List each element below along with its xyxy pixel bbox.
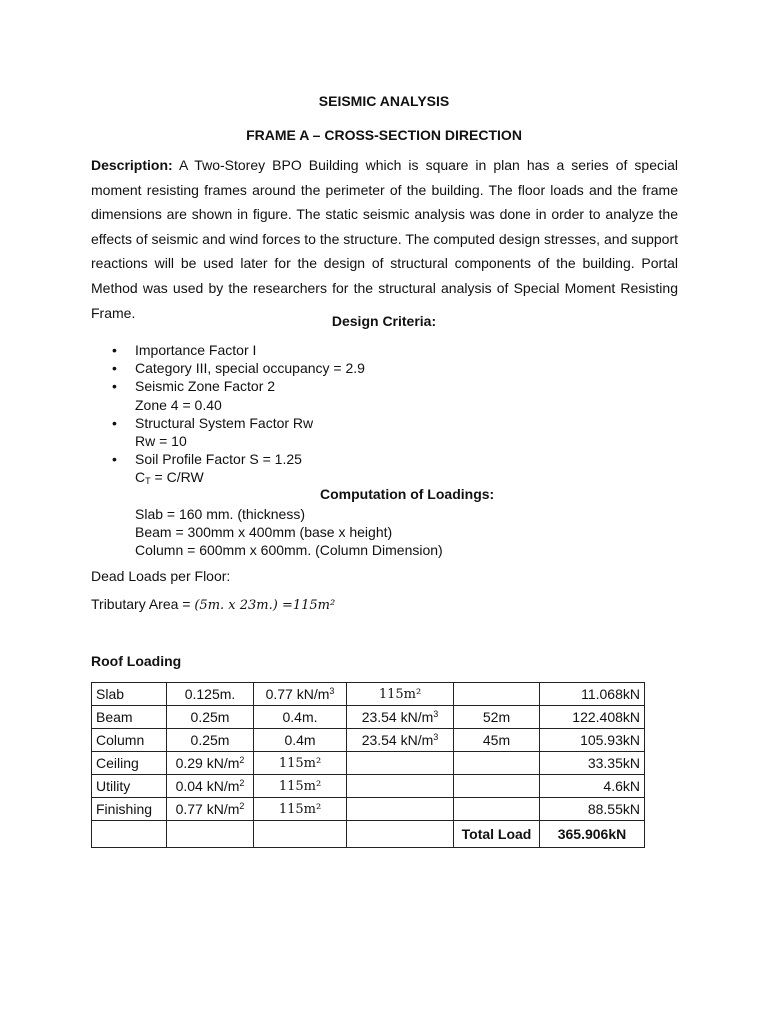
- design-criteria-list: [110, 341, 650, 491]
- table-row: Utility 0.04 $kN/m^2$ 115m² 4.6kN: [92, 775, 645, 798]
- roof-loading-heading: Roof Loading: [91, 653, 182, 669]
- dimension-line: Beam = 300mm x 400mm (base x height): [135, 524, 393, 541]
- computation-heading: Computation of Loadings:: [320, 486, 495, 502]
- tributary-area: [91, 596, 335, 613]
- description-label: Description:: [91, 157, 173, 173]
- total-load-label: Total Load: [454, 821, 540, 848]
- bullet-icon: •: [112, 451, 117, 468]
- criteria-sub-line: Rw = 10: [135, 433, 187, 450]
- criteria-sub-line: Zone 4 = 0.40: [135, 396, 222, 413]
- description-paragraph: [91, 153, 678, 325]
- bullet-icon: •: [112, 342, 117, 358]
- description-text: A Two-Storey BPO Building which is square in plan has a series of special moment resisting frames around the perimeter of the building. The floor loads and the frame dimensions are shown in figure. The static seismic analysis was done in order to analyze the effects of seismic and wind forces to the structure. The computed design stresses, and support reactions will be used later for the design of structural components of the building. Portal Method was used by the researchers for the structural analysis of Special Moment Resisting Frame.: [91, 157, 678, 321]
- list-item: [110, 414, 650, 432]
- bullet-icon: •: [112, 378, 117, 395]
- ct-line: $C_T = C/RW$: [135, 469, 204, 487]
- tributary-label: Tributary Area =: [91, 596, 195, 612]
- criteria-item-text: Structural System Factor Rw: [135, 414, 314, 431]
- design-criteria-heading: Design Criteria:: [331, 313, 437, 329]
- table-row: Finishing 0.77 $kN/m^2$ 115m² 88.55kN: [92, 798, 645, 821]
- roof-loading-table: [91, 682, 645, 848]
- total-load-value: 365.906kN: [540, 821, 645, 848]
- criteria-item-text: Seismic Zone Factor 2: [135, 378, 276, 395]
- dead-loads-label: Dead Loads per Floor:: [91, 568, 231, 584]
- member-dimensions: [135, 505, 443, 560]
- table-row: Beam 0.25m 0.4m. 23.54 $kN/m^3$ 52m 122.408kN: [92, 706, 645, 729]
- list-item: [110, 377, 650, 395]
- table-row: Ceiling 0.29 $kN/m^2$ 115m² 33.35kN: [92, 752, 645, 775]
- dimension-line: Slab = 160 mm. (thickness): [135, 506, 306, 522]
- page-title: SEISMIC ANALYSIS: [318, 93, 450, 109]
- list-item: [110, 450, 650, 468]
- criteria-item-text: Soil Profile Factor S = 1.25: [135, 451, 302, 468]
- bullet-icon: •: [112, 360, 117, 377]
- bullet-icon: •: [112, 414, 117, 431]
- table-row: Column 0.25m 0.4m 23.54 $kN/m^3$ 45m 105.93kN: [92, 729, 645, 752]
- criteria-item-text: Category III, special occupancy = 2.9: [135, 360, 365, 377]
- total-row: [92, 821, 645, 848]
- list-item: [110, 341, 650, 359]
- page-subtitle: FRAME A – CROSS-SECTION DIRECTION: [246, 127, 522, 143]
- table-row: Slab 0.125m. 0.77 $kN/m^3$ 115m² 11.068kN: [92, 683, 645, 706]
- tributary-formula: (5m. x 23m.) =115m²: [194, 598, 336, 613]
- criteria-item-text: Importance Factor I: [135, 342, 257, 358]
- list-item: [110, 359, 650, 377]
- dimension-line: Column = 600mm x 600mm. (Column Dimension): [135, 542, 443, 559]
